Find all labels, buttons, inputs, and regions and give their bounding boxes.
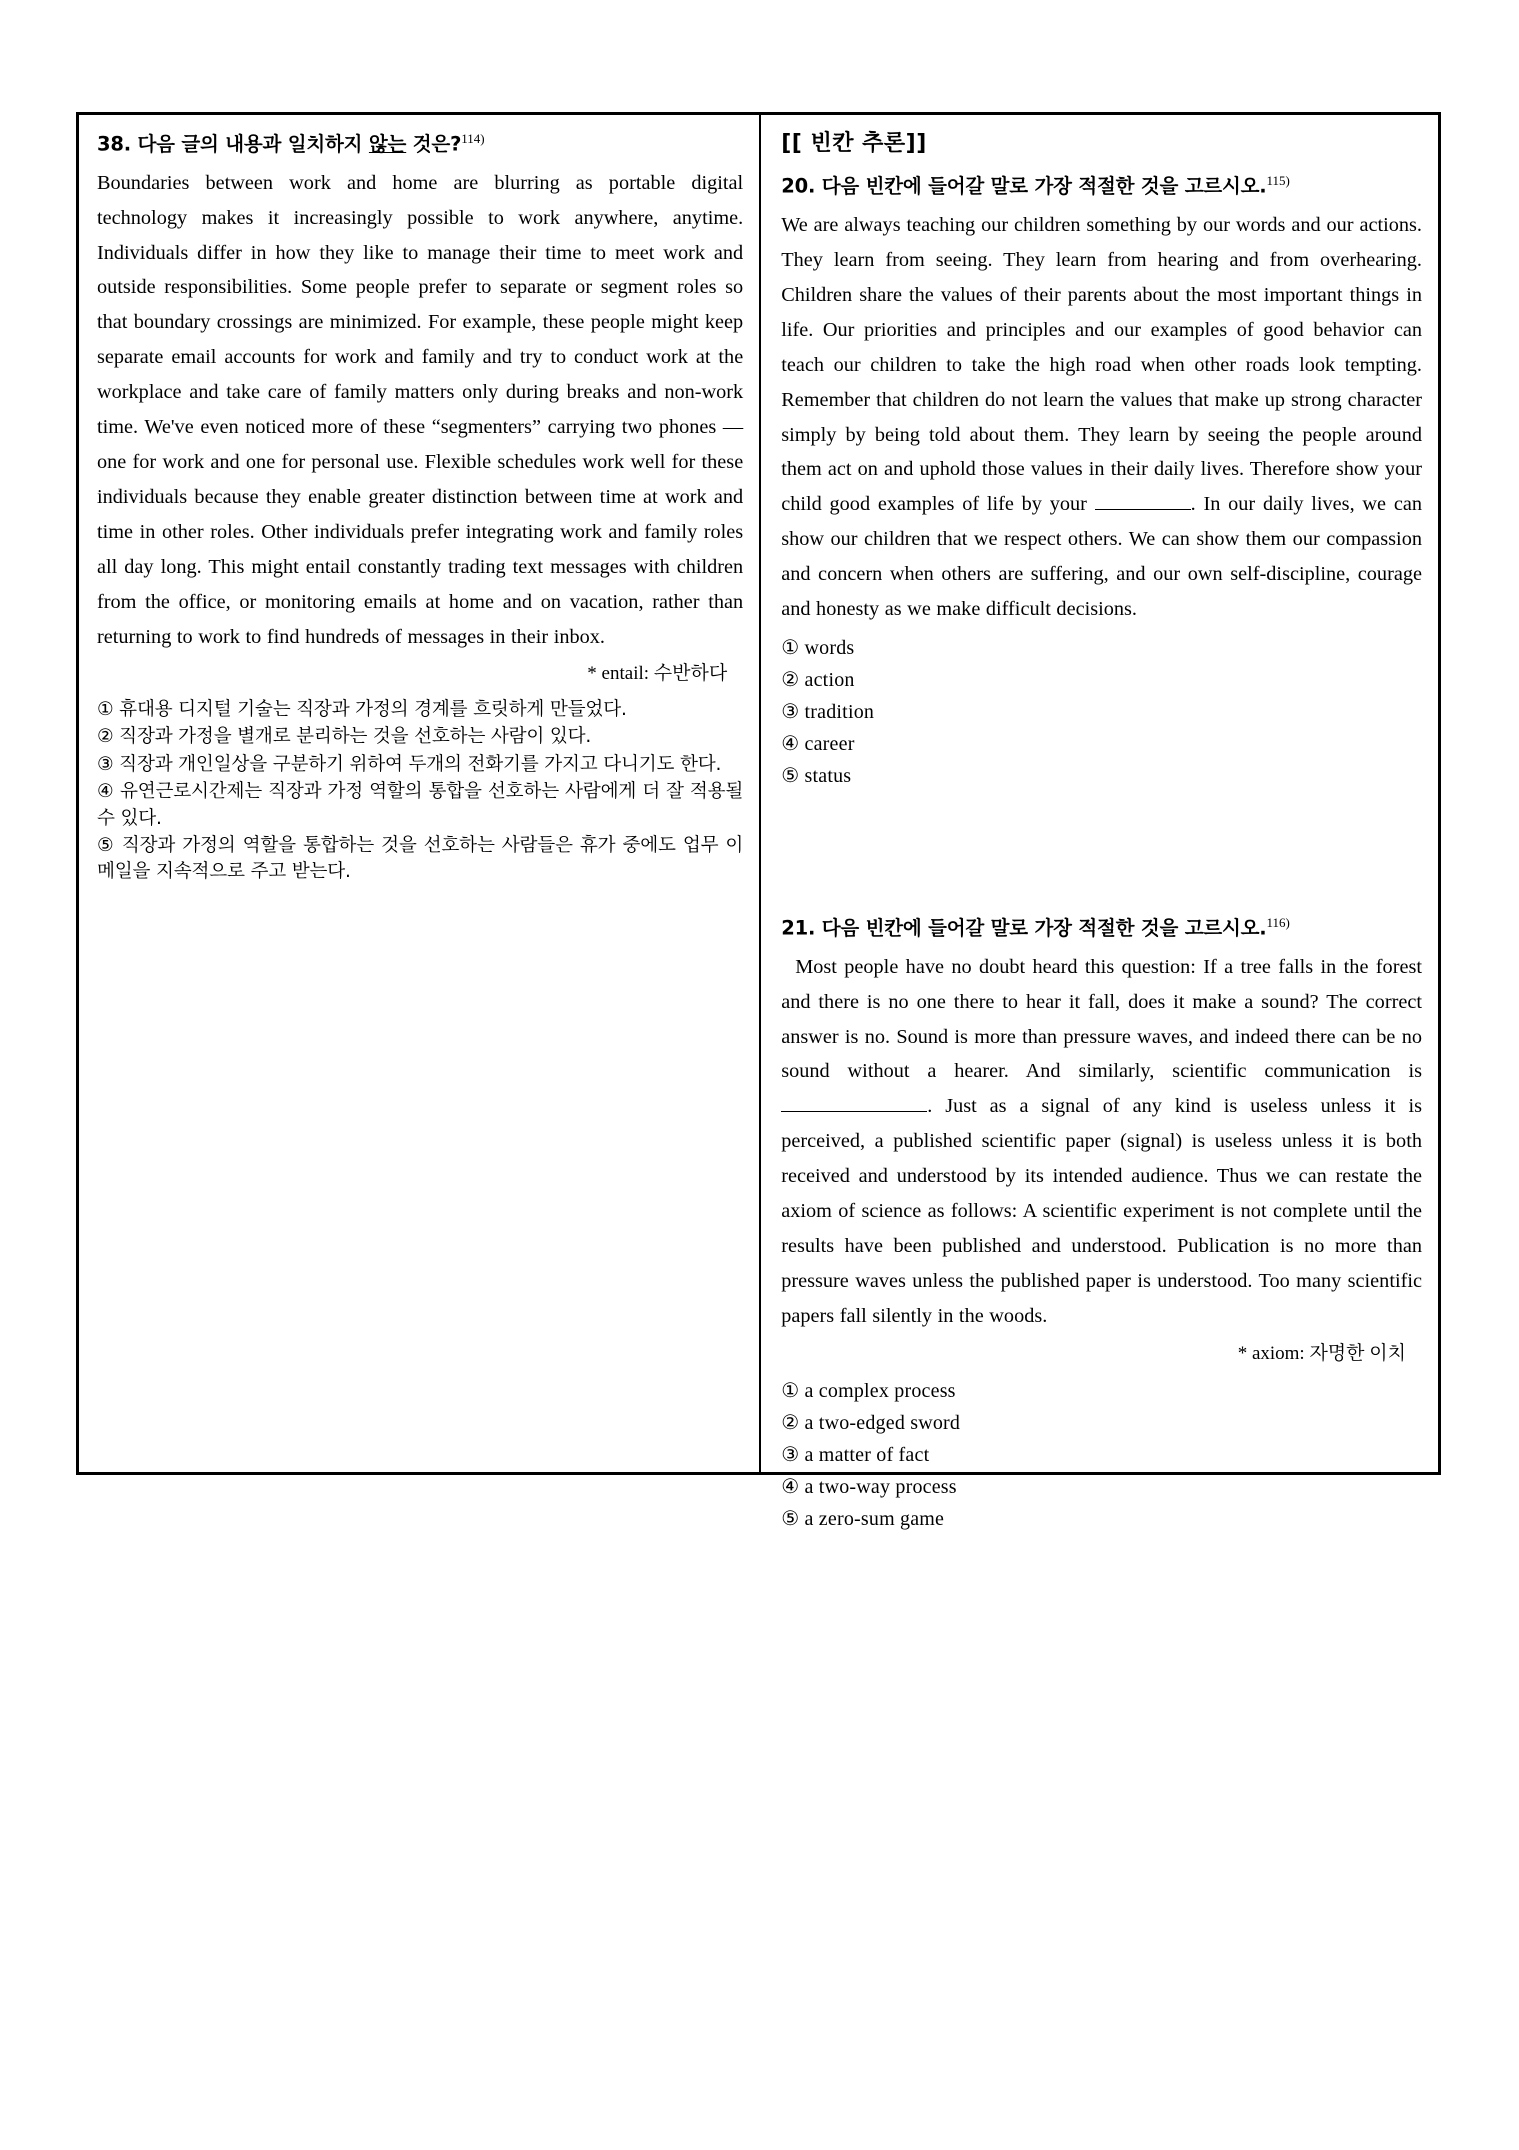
question-21-passage xyxy=(781,950,1422,1334)
question-21-prompt: 다음 빈칸에 들어갈 말로 가장 적절한 것을 고르시오. xyxy=(821,916,1267,940)
choice-item[interactable]: ④ 유연근로시간제는 직장과 가정 역할의 통합을 선호하는 사람에게 더 잘 적용될 수 있다. xyxy=(97,781,744,829)
choice-item[interactable]: ① 휴대용 디지털 기술는 직장과 가정의 경계를 흐릿하게 만들었다. xyxy=(97,698,627,720)
choice-item[interactable]: ③ 직장과 개인일상을 구분하기 위하여 두개의 전화기를 가지고 다니기도 한다. xyxy=(97,753,722,775)
question-21-number: 21. xyxy=(781,916,816,940)
choice-item[interactable]: ① words xyxy=(781,637,855,660)
choice-item[interactable]: ⑤ 직장과 가정의 역할을 통합하는 것을 선호하는 사람들은 휴가 중에도 업무 이메일을 지속적으로 주고 받는다. xyxy=(97,834,744,883)
choice-item[interactable]: ② action xyxy=(781,669,855,692)
choice-item[interactable]: ④ a two-way process xyxy=(781,1476,957,1499)
question-38-choices xyxy=(97,697,743,886)
question-21-passage-part2: . Just as a signal of any kind is useless unless it is perceived, a published scientific paper (signal) is useless unless it is both received and understood by its intended audience. Thus we can restate the axiom of science as follows: A scientific experiment is not complete until the results have been published and understood. Publication is no more than pressure waves unless the published paper is understood. Too many scientific papers fall silently in the woods. xyxy=(781,1095,1422,1327)
question-38-heading xyxy=(97,129,743,159)
question-20-passage xyxy=(781,208,1422,627)
question-21-gloss: * axiom: 자명한 이치 xyxy=(1237,1342,1406,1364)
question-38-prompt-post: 것은? xyxy=(406,132,462,156)
question-21-blank xyxy=(781,1111,927,1112)
question-20-passage-part2: . In our daily lives, we can show our children that we respect others. We can show them our compassion and concern when others are suffering, and our own self-discipline, courage and honesty as we make difficult decisions. xyxy=(781,493,1422,621)
question-20-blank xyxy=(1095,509,1191,510)
question-21-choices xyxy=(781,1376,1422,1535)
question-20-prompt: 다음 빈칸에 들어갈 말로 가장 적절한 것을 고르시오. xyxy=(821,174,1267,198)
question-21-passage-part1: Most people have no doubt heard this question: If a tree falls in the forest and there is no one there to hear it fall, does it make a sound? The correct answer is no. Sound is more than pressure waves, and indeed there can be no sound without a hearer. And similarly, scientific communication is xyxy=(781,955,1422,1083)
question-20-number: 20. xyxy=(781,174,816,198)
choice-item[interactable]: ⑤ status xyxy=(781,765,852,788)
question-38-number: 38. xyxy=(97,132,131,156)
choice-item[interactable]: ① a complex process xyxy=(781,1380,956,1403)
choice-item[interactable]: ⑤ a zero-sum game xyxy=(781,1508,945,1531)
choice-item[interactable]: ③ a matter of fact xyxy=(781,1444,930,1467)
choice-item[interactable]: ④ career xyxy=(781,733,855,756)
section-title: [[ 빈칸 추론]] xyxy=(781,131,927,156)
question-gap-spacer xyxy=(781,793,1422,913)
question-20-choices xyxy=(781,633,1422,792)
choice-item[interactable]: ② a two-edged sword xyxy=(781,1412,961,1435)
question-38-passage: Boundaries between work and home are blurring as portable digital technology makes it increasingly possible to work anywhere, anytime. Individuals differ in how they like to manage their time to meet work and outside responsibilities. Some people prefer to separate or segment roles so that boundary crossings are minimized. For example, these people might keep separate email accounts for work and family and try to conduct work at the workplace and take care of family matters only during breaks and non-work time. We've even noticed more of these “segmenters” carrying two phones ― one for work and one for personal use. Flexible schedules work well for these individuals because they enable greater distinction between time at work and time in other roles. Other individuals prefer integrating work and family roles all day long. This might entail constantly trading text messages with children from the office, or monitoring emails at home and on vacation, rather than returning to work to find hundreds of messages in their inbox. xyxy=(97,171,744,648)
question-20-heading xyxy=(781,171,1422,201)
question-21-footnote-marker: 116) xyxy=(1266,915,1290,931)
choice-item[interactable]: ③ tradition xyxy=(781,701,875,724)
question-38-gloss: * entail: 수반하다 xyxy=(587,663,728,685)
choice-item[interactable]: ② 직장과 가정을 별개로 분리하는 것을 선호하는 사람이 있다. xyxy=(97,726,592,748)
right-column xyxy=(761,115,1438,1531)
question-38-prompt-underlined: 않는 xyxy=(368,132,407,156)
question-21-heading xyxy=(781,913,1422,943)
question-20-passage-part1: We are always teaching our children something by our words and our actions. They learn from seeing. They learn from hearing and from overhearing. Children share the values of their parents about the most important things in life. Our priorities and principles and our examples of good behavior can teach our children to take the high road when other roads look tempting. Remember that children do not learn the values that make up strong character simply by being told about them. They learn by seeing the people around them act on and uphold those values in their daily lives. Therefore show your child good examples of life by your xyxy=(781,214,1422,516)
left-column xyxy=(79,115,761,1472)
question-38-prompt-pre: 다음 글의 내용과 일치하지 xyxy=(137,132,369,156)
question-20-footnote-marker: 115) xyxy=(1266,173,1290,189)
worksheet-page xyxy=(76,112,1441,1531)
question-38-footnote-marker: 114) xyxy=(461,131,485,146)
